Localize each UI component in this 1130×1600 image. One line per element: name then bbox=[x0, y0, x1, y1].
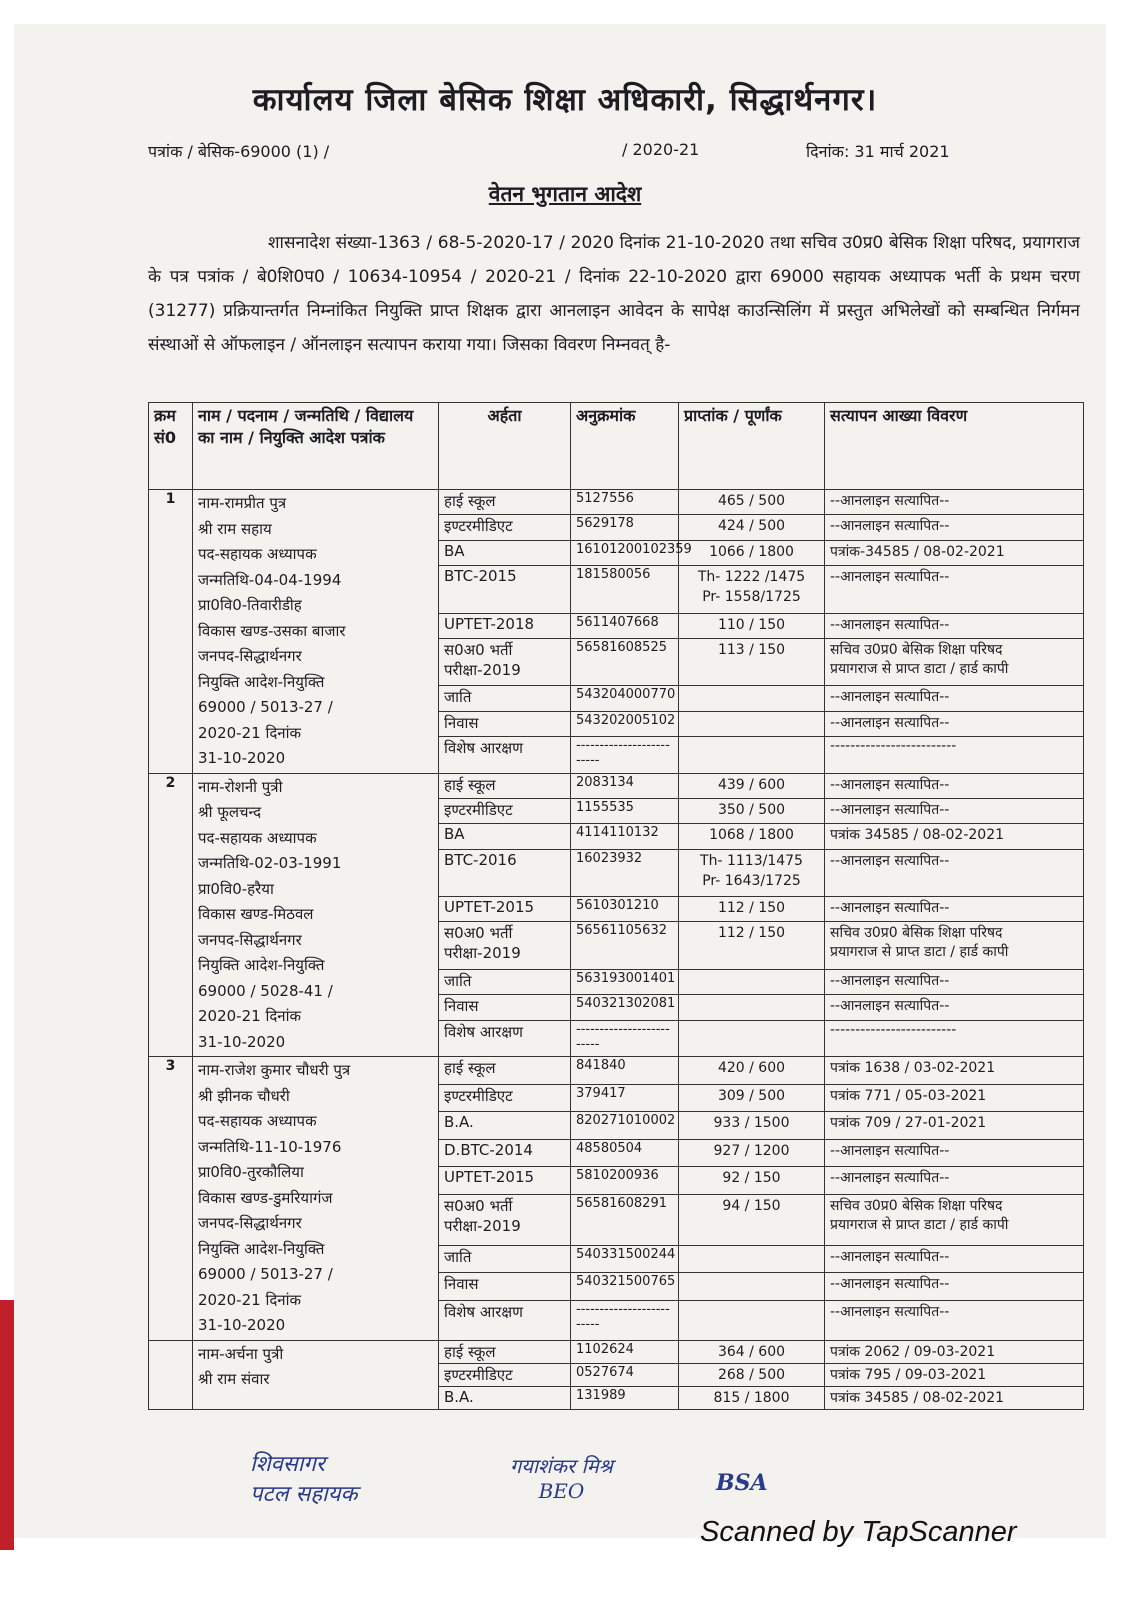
marks-text: 424 / 500 bbox=[717, 518, 786, 535]
marks-text: 113 / 150 bbox=[717, 641, 786, 658]
teacher-details bbox=[193, 1340, 439, 1409]
qualification-text: परीक्षा-2019 bbox=[444, 1216, 521, 1235]
verification-text: --आनलाइन सत्यापित-- bbox=[830, 900, 950, 916]
qualification-cell bbox=[439, 737, 571, 774]
qualification-text: इण्टरमीडिएट bbox=[444, 800, 513, 819]
detail-line: विकास खण्ड-उसका बाजार bbox=[198, 621, 346, 640]
marks-text: 112 / 150 bbox=[717, 925, 786, 942]
qualification-text: UPTET-2015 bbox=[444, 1168, 535, 1186]
qualification-text: हाई स्कूल bbox=[444, 775, 496, 794]
detail-line: नियुक्ति आदेश-नियुक्ति bbox=[198, 956, 325, 974]
verification-table bbox=[148, 402, 1084, 1410]
qualification-text: UPTET-2018 bbox=[444, 614, 535, 633]
office-title: कार्यालय जिला बेसिक शिक्षा अधिकारी, सिद्धार्थनगर। bbox=[252, 82, 878, 118]
verification-text: पत्रांक 771 / 05-03-2021 bbox=[830, 1087, 987, 1104]
qualification-text: परीक्षा-2019 bbox=[444, 660, 521, 679]
qualification-cell bbox=[439, 1194, 571, 1245]
marks-text: 933 / 1500 bbox=[713, 1115, 790, 1131]
detail-line: नाम-रोशनी पुत्री bbox=[198, 777, 283, 796]
marks-cell bbox=[679, 824, 825, 849]
qualification-text: B.A. bbox=[444, 1387, 474, 1406]
verification-cell bbox=[825, 773, 1084, 798]
marks-cell bbox=[679, 798, 825, 823]
verification-cell bbox=[825, 1139, 1084, 1167]
roll-number-cell: 2083134 bbox=[571, 773, 679, 798]
signature-left-title: पटल सहायक bbox=[250, 1482, 358, 1507]
marks-cell bbox=[679, 1245, 825, 1273]
verification-text: पत्रांक 709 / 27-01-2021 bbox=[830, 1115, 987, 1131]
verification-text: पत्रांक 1638 / 03-02-2021 bbox=[830, 1060, 996, 1076]
roll-number-cell: ------------------------- bbox=[571, 1020, 679, 1057]
qualification-text: जाति bbox=[444, 1247, 472, 1266]
roll-number-cell: 56561105632 bbox=[571, 922, 679, 969]
marks-cell bbox=[679, 613, 825, 638]
marks-text: 1068 / 1800 bbox=[709, 827, 794, 844]
detail-line: 31-10-2020 bbox=[198, 1032, 286, 1051]
table-row bbox=[149, 1340, 1084, 1363]
signature-middle-name: गयाशंकर मिश्र bbox=[510, 1454, 613, 1478]
qualification-text: इण्टरमीडिएट bbox=[444, 517, 513, 536]
roll-number-cell: ------------------------- bbox=[571, 1300, 679, 1340]
marks-text: 815 / 1800 bbox=[713, 1389, 790, 1406]
qualification-text: स0अ0 भर्ती bbox=[444, 640, 513, 659]
marks-cell bbox=[679, 638, 825, 685]
qualification-text: BA bbox=[444, 825, 465, 844]
marks-text: 112 / 150 bbox=[717, 900, 786, 916]
verification-text: पत्रांक 2062 / 09-03-2021 bbox=[830, 1343, 996, 1360]
scanner-watermark: Scanned by TapScanner bbox=[700, 1516, 1017, 1548]
marks-cell bbox=[679, 897, 825, 922]
qualification-cell bbox=[439, 566, 571, 613]
marks-text: 92 / 150 bbox=[722, 1170, 781, 1186]
marks-cell bbox=[679, 1139, 825, 1167]
verification-text: --आनलाइन सत्यापित-- bbox=[830, 493, 950, 509]
marks-cell bbox=[679, 773, 825, 798]
marks-cell bbox=[679, 515, 825, 540]
marks-cell bbox=[679, 1167, 825, 1195]
verification-text: --आनलाइन सत्यापित-- bbox=[830, 1142, 950, 1159]
qualification-cell bbox=[439, 922, 571, 969]
roll-number-cell: 379417 bbox=[571, 1084, 679, 1112]
header-verification: सत्यापन आख्या विवरण bbox=[825, 403, 1084, 490]
verification-text: --आनलाइन सत्यापित-- bbox=[830, 998, 950, 1015]
marks-text: Th- 1113/1475 bbox=[700, 852, 803, 869]
detail-line: 2020-21 दिनांक bbox=[198, 1290, 302, 1309]
qualification-text: परीक्षा-2019 bbox=[444, 944, 521, 963]
verification-cell bbox=[825, 566, 1084, 613]
detail-line: विकास खण्ड-मिठवल bbox=[198, 905, 314, 923]
marks-cell bbox=[679, 540, 825, 565]
marks-cell bbox=[679, 686, 825, 711]
qualification-text: निवास bbox=[444, 997, 479, 1016]
verification-text: पत्रांक 34585 / 08-02-2021 bbox=[830, 1389, 1005, 1406]
qualification-text: B.A. bbox=[444, 1113, 474, 1131]
qualification-cell bbox=[439, 1245, 571, 1273]
verification-cell bbox=[825, 849, 1084, 896]
detail-line: श्री झीनक चौधरी bbox=[198, 1086, 290, 1105]
verification-text: --आनलाइन सत्यापित-- bbox=[830, 1248, 950, 1265]
verification-text: प्रयागराज से प्राप्त डाटा / हार्ड कापी bbox=[830, 660, 1009, 677]
verification-text: सचिव उ0प्र0 बेसिक शिक्षा परिषद bbox=[830, 925, 1003, 942]
qualification-cell bbox=[439, 490, 571, 515]
qualification-text: विशेष आरक्षण bbox=[444, 739, 523, 757]
verification-text: --आनलाइन सत्यापित-- bbox=[830, 1276, 950, 1293]
detail-line: श्री राम सहाय bbox=[198, 519, 272, 538]
serial-number: 1 bbox=[149, 490, 193, 774]
detail-line: जनपद-सिद्धार्थनगर bbox=[198, 1214, 302, 1232]
roll-number-cell: 5611407668 bbox=[571, 613, 679, 638]
qualification-text: हाई स्कूल bbox=[444, 1059, 496, 1077]
qualification-text: जाति bbox=[444, 971, 472, 990]
roll-number-cell: 540321500765 bbox=[571, 1273, 679, 1301]
verification-cell bbox=[825, 686, 1084, 711]
qualification-text: BTC-2016 bbox=[444, 850, 517, 869]
qualification-cell bbox=[439, 686, 571, 711]
qualification-text: हाई स्कूल bbox=[444, 492, 496, 510]
qualification-cell bbox=[439, 1273, 571, 1301]
verification-cell bbox=[825, 824, 1084, 849]
qualification-cell bbox=[439, 540, 571, 565]
qualification-text: विशेष आरक्षण bbox=[444, 1302, 523, 1321]
signature-left-name: शिवसागर bbox=[250, 1452, 325, 1477]
order-subtitle: वेतन भुगतान आदेश bbox=[488, 182, 642, 206]
marks-cell bbox=[679, 995, 825, 1020]
table-row bbox=[149, 773, 1084, 798]
roll-number-cell: 1102624 bbox=[571, 1340, 679, 1363]
qualification-text: स0अ0 भर्ती bbox=[444, 924, 513, 943]
verification-text: प्रयागराज से प्राप्त डाटा / हार्ड कापी bbox=[830, 944, 1009, 961]
marks-cell bbox=[679, 1084, 825, 1112]
verification-text: पत्रांक-34585 / 08-02-2021 bbox=[830, 543, 1005, 560]
verification-text: पत्रांक 795 / 09-03-2021 bbox=[830, 1366, 987, 1383]
detail-line: पद-सहायक अध्यापक bbox=[198, 828, 317, 847]
qualification-cell bbox=[439, 638, 571, 685]
qualification-text: हाई स्कूल bbox=[444, 1342, 496, 1361]
verification-text: --आनलाइन सत्यापित-- bbox=[830, 689, 950, 706]
verification-cell bbox=[825, 1167, 1084, 1195]
qualification-cell bbox=[439, 798, 571, 823]
verification-text: --आनलाइन सत्यापित-- bbox=[830, 776, 950, 793]
signature-left bbox=[250, 1448, 357, 1508]
marks-cell bbox=[679, 566, 825, 613]
qualification-cell bbox=[439, 1020, 571, 1057]
verification-cell bbox=[825, 490, 1084, 515]
marks-text: 439 / 600 bbox=[717, 776, 786, 793]
qualification-cell bbox=[439, 1084, 571, 1112]
qualification-cell bbox=[439, 1112, 571, 1140]
marks-cell bbox=[679, 1273, 825, 1301]
verification-cell bbox=[825, 613, 1084, 638]
verification-text: ------------------------- bbox=[830, 1021, 957, 1038]
marks-cell bbox=[679, 490, 825, 515]
qualification-text: BA bbox=[444, 541, 465, 560]
verification-cell bbox=[825, 969, 1084, 994]
detail-line: नियुक्ति आदेश-नियुक्ति bbox=[198, 1239, 325, 1258]
roll-number-cell: ------------------------- bbox=[571, 737, 679, 774]
detail-line: 31-10-2020 bbox=[198, 749, 286, 767]
roll-number-cell: 563193001401 bbox=[571, 969, 679, 994]
detail-line: श्री फूलचन्द bbox=[198, 803, 262, 821]
qualification-text: जाति bbox=[444, 688, 472, 707]
verification-text: --आनलाइन सत्यापित-- bbox=[830, 801, 950, 818]
detail-line: नियुक्ति आदेश-नियुक्ति bbox=[198, 672, 325, 691]
page-margin bbox=[1106, 24, 1130, 1538]
detail-line: 69000 / 5013-27 / bbox=[198, 1265, 333, 1283]
qualification-cell bbox=[439, 824, 571, 849]
marks-text: 268 / 500 bbox=[717, 1366, 786, 1383]
detail-line: नाम-अर्चना पुत्री bbox=[198, 1344, 284, 1363]
verification-cell bbox=[825, 1020, 1084, 1057]
roll-number-cell: 5127556 bbox=[571, 490, 679, 515]
detail-line: पद-सहायक अध्यापक bbox=[198, 545, 317, 563]
header-roll-number: अनुक्रमांक bbox=[571, 403, 679, 490]
verification-cell bbox=[825, 922, 1084, 969]
verification-cell bbox=[825, 798, 1084, 823]
qualification-cell bbox=[439, 1300, 571, 1340]
marks-cell bbox=[679, 1112, 825, 1140]
letter-date: दिनांक: 31 मार्च 2021 bbox=[806, 142, 950, 161]
detail-line: प्रा0वि0-तिवारीडीह bbox=[198, 596, 302, 614]
marks-cell bbox=[679, 969, 825, 994]
qualification-cell bbox=[439, 849, 571, 896]
roll-number-cell: 131989 bbox=[571, 1386, 679, 1409]
marks-text: Th- 1222 /1475 bbox=[697, 569, 806, 586]
verification-cell bbox=[825, 995, 1084, 1020]
red-folder-edge bbox=[0, 1300, 14, 1550]
teacher-details bbox=[193, 490, 439, 774]
marks-cell bbox=[679, 1194, 825, 1245]
marks-cell bbox=[679, 849, 825, 896]
verification-cell bbox=[825, 1057, 1084, 1085]
roll-number-cell: 16101200102359 bbox=[571, 540, 679, 565]
verification-text: --आनलाइन सत्यापित-- bbox=[830, 714, 950, 731]
qualification-cell bbox=[439, 969, 571, 994]
detail-line: जनपद-सिद्धार्थनगर bbox=[198, 647, 302, 665]
roll-number-cell: 5610301210 bbox=[571, 897, 679, 922]
qualification-cell bbox=[439, 1139, 571, 1167]
roll-number-cell: 16023932 bbox=[571, 849, 679, 896]
verification-text: सचिव उ0प्र0 बेसिक शिक्षा परिषद bbox=[830, 1197, 1003, 1214]
verification-cell bbox=[825, 897, 1084, 922]
qualification-cell bbox=[439, 897, 571, 922]
verification-cell bbox=[825, 1363, 1084, 1386]
qualification-cell bbox=[439, 515, 571, 540]
verification-cell bbox=[825, 711, 1084, 736]
detail-line: जन्मतिथि-04-04-1994 bbox=[198, 570, 342, 589]
roll-number-cell: 841840 bbox=[571, 1057, 679, 1085]
qualification-cell bbox=[439, 1386, 571, 1409]
verification-text: प्रयागराज से प्राप्त डाटा / हार्ड कापी bbox=[830, 1216, 1009, 1233]
signature-middle-title: BEO bbox=[538, 1479, 585, 1503]
marks-text: 364 / 600 bbox=[717, 1343, 786, 1360]
verification-text: पत्रांक 34585 / 08-02-2021 bbox=[830, 827, 1005, 844]
verification-cell bbox=[825, 1194, 1084, 1245]
roll-number-cell: 4114110132 bbox=[571, 824, 679, 849]
verification-text: ------------------------- bbox=[830, 738, 957, 754]
serial-number: 2 bbox=[149, 773, 193, 1057]
verification-cell bbox=[825, 1273, 1084, 1301]
roll-number-cell: 1155535 bbox=[571, 798, 679, 823]
roll-number-cell: 5810200936 bbox=[571, 1167, 679, 1195]
verification-text: --आनलाइन सत्यापित-- bbox=[830, 518, 950, 535]
marks-cell bbox=[679, 737, 825, 774]
qualification-text: BTC-2015 bbox=[444, 567, 517, 586]
qualification-cell bbox=[439, 1363, 571, 1386]
qualification-text: D.BTC-2014 bbox=[444, 1140, 533, 1159]
qualification-text: UPTET-2015 bbox=[444, 898, 535, 916]
marks-text: 110 / 150 bbox=[717, 616, 786, 633]
detail-line: पद-सहायक अध्यापक bbox=[198, 1112, 317, 1130]
serial-number bbox=[149, 1340, 193, 1409]
detail-line: नाम-रामप्रीत पुत्र bbox=[198, 494, 287, 512]
marks-text: 927 / 1200 bbox=[713, 1142, 790, 1159]
verification-text: --आनलाइन सत्यापित-- bbox=[830, 1170, 950, 1186]
roll-number-cell: 0527674 bbox=[571, 1363, 679, 1386]
verification-text: --आनलाइन सत्यापित-- bbox=[830, 972, 950, 989]
qualification-text: निवास bbox=[444, 713, 479, 732]
roll-number-cell: 181580056 bbox=[571, 566, 679, 613]
detail-line: 2020-21 दिनांक bbox=[198, 1007, 302, 1025]
verification-text: --आनलाइन सत्यापित-- bbox=[830, 1303, 950, 1320]
verification-text: --आनलाइन सत्यापित-- bbox=[830, 616, 950, 633]
marks-text: 94 / 150 bbox=[722, 1197, 781, 1214]
qualification-text: विशेष आरक्षण bbox=[444, 1022, 523, 1041]
qualification-cell bbox=[439, 995, 571, 1020]
verification-text: --आनलाइन सत्यापित-- bbox=[830, 569, 950, 586]
detail-line: 69000 / 5013-27 / bbox=[198, 698, 333, 716]
qualification-text: इण्टरमीडिएट bbox=[444, 1086, 513, 1105]
serial-number: 3 bbox=[149, 1057, 193, 1341]
detail-line: जन्मतिथि-11-10-1976 bbox=[198, 1137, 342, 1156]
roll-number-cell: 543204000770 bbox=[571, 686, 679, 711]
roll-number-cell: 543202005102 bbox=[571, 711, 679, 736]
intro-paragraph: शासनादेश संख्या-1363 / 68-5-2020-17 / 2020 दिनांक 21-10-2020 तथा सचिव उ0प्र0 बेसिक शिक्षा परिषद, प्रयागराज के पत्र पत्रांक / बे0शि0प0 / 10634-10954 / 2020-21 / दिनांक 22-10-2020 द्वारा 69000 सहायक अध्यापक भर्ती के प्रथम चरण (31277) प्रक्रियान्तर्गत निम्नांकित नियुक्ति प्राप्त शिक्षक द्वारा आनलाइन आवेदन के सापेक्ष काउन्सिलिंग में प्रस्तुत अभिलेखों को सम्बन्धित निर्गमन संस्थाओं से ऑफलाइन / ऑनलाइन सत्यापन कराया गया। जिसका विवरण निम्नवत् है- bbox=[148, 233, 1080, 355]
signature-right: BSA bbox=[716, 1470, 768, 1496]
marks-text: 465 / 500 bbox=[717, 493, 786, 509]
marks-text: 420 / 600 bbox=[717, 1060, 786, 1076]
qualification-cell bbox=[439, 1167, 571, 1195]
qualification-cell bbox=[439, 773, 571, 798]
roll-number-cell: 56581608291 bbox=[571, 1194, 679, 1245]
table-header-row bbox=[149, 403, 1084, 490]
teacher-details bbox=[193, 773, 439, 1057]
detail-line: प्रा0वि0-तुरकौलिया bbox=[198, 1163, 304, 1181]
qualification-text: स0अ0 भर्ती bbox=[444, 1196, 513, 1215]
marks-text: Pr- 1643/1725 bbox=[702, 872, 801, 889]
verification-cell bbox=[825, 540, 1084, 565]
header-serial: क्रम सं0 bbox=[149, 403, 193, 490]
verification-cell bbox=[825, 737, 1084, 774]
verification-cell bbox=[825, 1386, 1084, 1409]
roll-number-cell: 56581608525 bbox=[571, 638, 679, 685]
detail-line: श्री राम संवार bbox=[198, 1370, 270, 1388]
detail-line: 69000 / 5028-41 / bbox=[198, 981, 333, 1000]
verification-cell bbox=[825, 1300, 1084, 1340]
roll-number-cell: 5629178 bbox=[571, 515, 679, 540]
roll-number-cell: 540321302081 bbox=[571, 995, 679, 1020]
detail-line: नाम-राजेश कुमार चौधरी पुत्र bbox=[198, 1061, 351, 1079]
detail-line: जनपद-सिद्धार्थनगर bbox=[198, 930, 302, 949]
qualification-cell bbox=[439, 1057, 571, 1085]
marks-text: 350 / 500 bbox=[717, 801, 786, 818]
table-row bbox=[149, 1057, 1084, 1085]
header-details: नाम / पदनाम / जन्मतिथि / विद्यालय का नाम / नियुक्ति आदेश पत्रांक bbox=[193, 403, 439, 490]
roll-number-cell: 48580504 bbox=[571, 1139, 679, 1167]
marks-cell bbox=[679, 1020, 825, 1057]
marks-cell bbox=[679, 711, 825, 736]
roll-number-cell: 820271010002 bbox=[571, 1112, 679, 1140]
marks-text: 1066 / 1800 bbox=[709, 543, 794, 560]
qualification-cell bbox=[439, 613, 571, 638]
verification-cell bbox=[825, 1340, 1084, 1363]
detail-line: विकास खण्ड-डुमरियागंज bbox=[198, 1188, 333, 1207]
detail-line: 2020-21 दिनांक bbox=[198, 723, 302, 742]
qualification-text: निवास bbox=[444, 1275, 479, 1294]
verification-cell bbox=[825, 638, 1084, 685]
verification-cell bbox=[825, 1245, 1084, 1273]
detail-line: प्रा0वि0-हरैया bbox=[198, 879, 274, 898]
roll-number-cell: 540331500244 bbox=[571, 1245, 679, 1273]
marks-cell bbox=[679, 1340, 825, 1363]
marks-cell bbox=[679, 1057, 825, 1085]
session-year: / 2020-21 bbox=[622, 140, 700, 159]
marks-cell bbox=[679, 1300, 825, 1340]
verification-cell bbox=[825, 1084, 1084, 1112]
marks-text: Pr- 1558/1725 bbox=[702, 589, 801, 606]
detail-line: जन्मतिथि-02-03-1991 bbox=[198, 854, 342, 872]
verification-text: --आनलाइन सत्यापित-- bbox=[830, 852, 950, 869]
marks-cell bbox=[679, 1386, 825, 1409]
verification-cell bbox=[825, 515, 1084, 540]
qualification-cell bbox=[439, 711, 571, 736]
detail-line: 31-10-2020 bbox=[198, 1316, 286, 1334]
marks-cell bbox=[679, 1363, 825, 1386]
verification-cell bbox=[825, 1112, 1084, 1140]
verification-text: सचिव उ0प्र0 बेसिक शिक्षा परिषद bbox=[830, 641, 1003, 658]
header-marks: प्राप्तांक / पूर्णांक bbox=[679, 403, 825, 490]
qualification-cell bbox=[439, 1340, 571, 1363]
header-qualification: अर्हता bbox=[439, 403, 571, 490]
qualification-text: इण्टरमीडिएट bbox=[444, 1365, 513, 1384]
marks-text: 309 / 500 bbox=[717, 1087, 786, 1104]
marks-cell bbox=[679, 922, 825, 969]
teacher-details bbox=[193, 1057, 439, 1341]
signature-middle bbox=[510, 1452, 613, 1503]
table-row bbox=[149, 490, 1084, 515]
letter-number: पत्रांक / बेसिक-69000 (1) / bbox=[148, 142, 330, 161]
